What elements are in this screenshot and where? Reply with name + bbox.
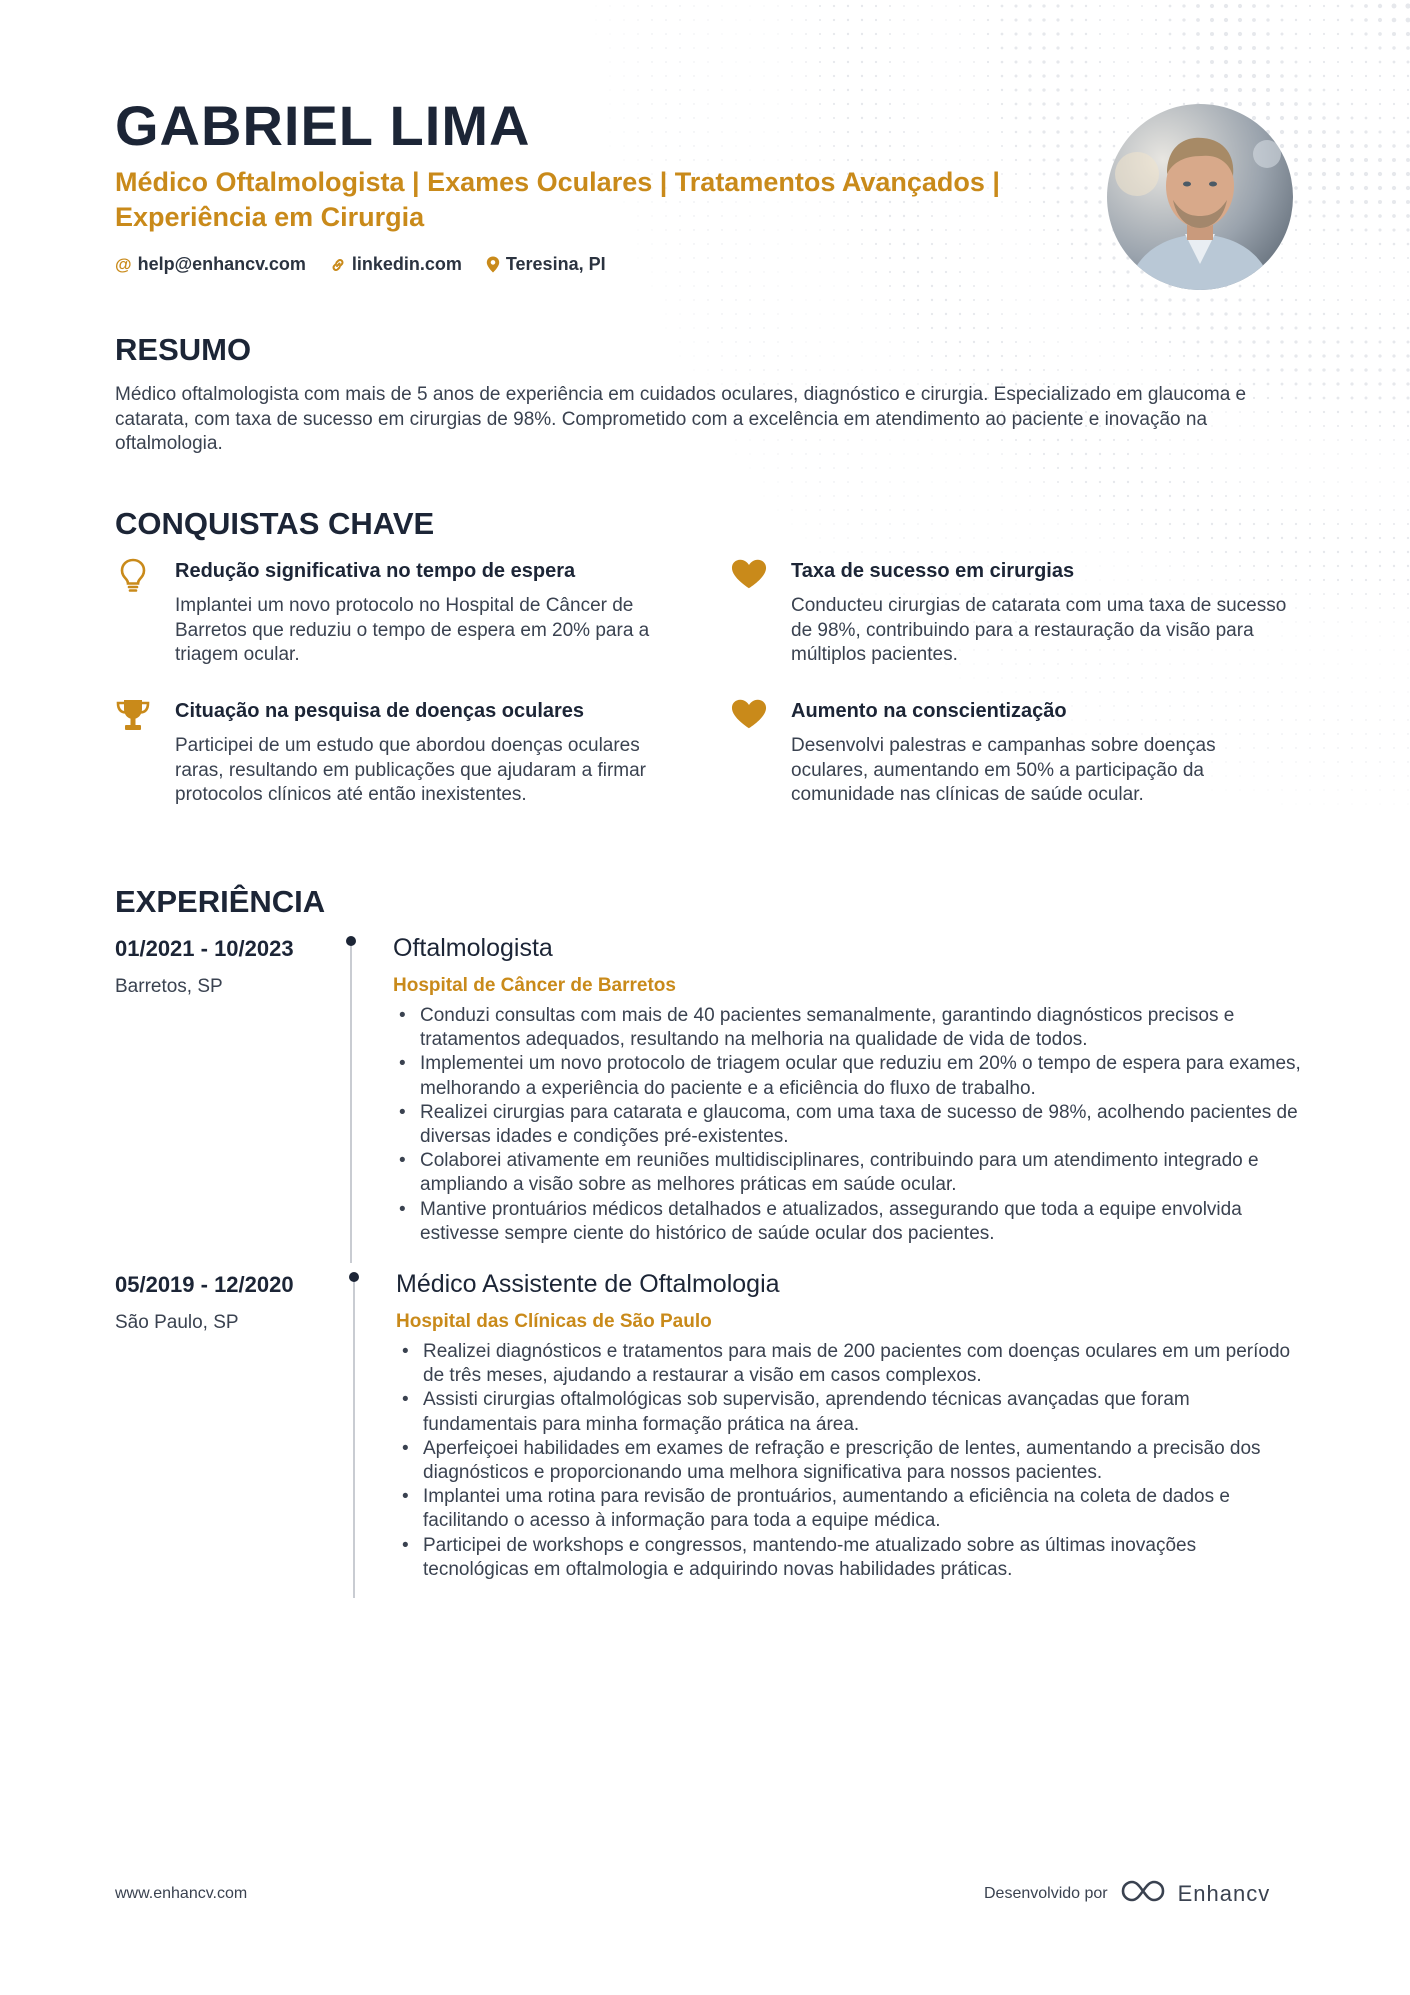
achievement-desc: Implantei um novo protocolo no Hospital de Câncer de Barretos que reduziu o tempo de espera em 20% para a triagem ocular.: [175, 595, 650, 665]
powered-by-label: Desenvolvido por: [984, 1884, 1108, 1902]
job-bullet: • Implantei uma rotina para revisão de prontuários, aumentando a eficiência na coleta de dados e facilitando o acesso à informação para toda a equipe médica.: [396, 1485, 1306, 1533]
job-company: Hospital das Clínicas de São Paulo: [396, 1311, 712, 1332]
enhancv-logo-icon: [1120, 1879, 1166, 1908]
job-bullet: • Conduzi consultas com mais de 40 pacientes semanalmente, garantindo diagnósticos precisos e tratamentos adequados, resultando na melhoria na qualidade de vida de todos.: [393, 1004, 1303, 1052]
achievement-title: Cituação na pesquisa de doenças oculares: [175, 700, 585, 722]
email-text: help@enhancv.com: [137, 254, 306, 274]
job-company: Hospital de Câncer de Barretos: [393, 975, 676, 996]
contact-bar: [115, 254, 606, 275]
at-icon: @: [115, 254, 132, 274]
job-dates: 01/2021 - 10/2023: [115, 936, 294, 961]
contact-email[interactable]: [115, 254, 306, 275]
achievements-title: CONQUISTAS CHAVE: [115, 506, 435, 541]
timeline-dot: [346, 936, 356, 946]
contact-linkedin[interactable]: [330, 254, 462, 275]
heart-icon: [731, 558, 767, 594]
map-pin-icon: [486, 256, 500, 273]
linkedin-text: linkedin.com: [351, 254, 462, 274]
job-bullet: • Implementei um novo protocolo de triagem ocular que reduziu em 20% o tempo de espera para exames, melhorando a experiência do paciente e a eficiência do fluxo de trabalho.: [393, 1052, 1303, 1100]
lightbulb-icon: [115, 558, 151, 594]
job-location: Barretos, SP: [115, 976, 223, 997]
job-bullet: • Participei de workshops e congressos, mantendo-me atualizado sobre as últimas inovações tecnológicas em oftalmologia e adquirindo novas habilidades práticas.: [396, 1534, 1306, 1582]
brand-name: Enhancv: [1177, 1880, 1271, 1906]
footer-brand: [984, 1879, 1270, 1908]
achievement-desc: Participei de um estudo que abordou doenças oculares raras, resultando em publicações que ajudaram a firmar protocolos clínicos até então inexistentes.: [175, 735, 647, 805]
timeline-line: [350, 941, 352, 1263]
heart-icon: [731, 698, 767, 734]
achievement-title: Taxa de sucesso em cirurgias: [791, 560, 1075, 582]
contact-location: [486, 254, 606, 275]
timeline-dot: [349, 1272, 359, 1282]
footer-url[interactable]: www.enhancv.com: [115, 1885, 248, 1902]
trophy-icon: [115, 698, 151, 734]
link-icon: [330, 257, 346, 273]
job-dates: 05/2019 - 12/2020: [115, 1272, 294, 1297]
achievement-title: Redução significativa no tempo de espera: [175, 560, 576, 582]
location-text: Teresina, PI: [505, 254, 606, 274]
summary-text: Médico oftalmologista com mais de 5 anos de experiência em cuidados oculares, diagnóstico e cirurgia. Especializado em glaucoma e catarata, com taxa de sucesso em cirurgias de 98%. Comprometido com a excelência em atendimento ao paciente e inovação na oftalmologia.: [115, 384, 1247, 454]
job-role: Oftalmologista: [393, 934, 553, 962]
job-bullet: • Colaborei ativamente em reuniões multidisciplinares, contribuindo para um atendimento integrado e ampliando a visão sobre as melhores práticas em saúde ocular.: [393, 1149, 1303, 1197]
achievement-desc: Conducteu cirurgias de catarata com uma taxa de sucesso de 98%, contribuindo para a restauração da visão para múltiplos pacientes.: [791, 595, 1287, 665]
job-bullet: • Assisti cirurgias oftalmológicas sob supervisão, aprendendo técnicas avançadas que foram fundamentais para minha formação prática na área.: [396, 1388, 1306, 1436]
achievement-desc: Desenvolvi palestras e campanhas sobre doenças oculares, aumentando em 50% a participação da comunidade nas clínicas de saúde ocular.: [791, 735, 1216, 805]
candidate-name: GABRIEL LIMA: [115, 94, 531, 157]
timeline-line: [353, 1278, 355, 1598]
job-bullet: • Aperfeiçoei habilidades em exames de refração e prescrição de lentes, aumentando a precisão dos diagnósticos e proporcionando uma melhora significativa para nossos pacientes.: [396, 1437, 1306, 1485]
summary-title: RESUMO: [115, 332, 252, 367]
headline: Médico Oftalmologista | Exames Oculares | Tratamentos Avançados | Experiência em Cirurgia: [115, 167, 1000, 232]
job-bullet: • Realizei cirurgias para catarata e glaucoma, com uma taxa de sucesso de 98%, acolhendo pacientes de diversas idades e condições pré-existentes.: [393, 1101, 1303, 1149]
job-bullet: • Mantive prontuários médicos detalhados e atualizados, assegurando que toda a equipe envolvida estivesse sempre ciente do histórico de saúde ocular dos pacientes.: [393, 1198, 1303, 1246]
job-bullets: [393, 1004, 1303, 1246]
job-location: São Paulo, SP: [115, 1312, 239, 1333]
experience-title: EXPERIÊNCIA: [115, 884, 326, 919]
job-bullet: • Realizei diagnósticos e tratamentos para mais de 200 pacientes com doenças oculares em um período de três meses, ajudando a restaurar a visão em casos complexos.: [396, 1340, 1306, 1388]
profile-photo: [1107, 104, 1293, 290]
achievement-title: Aumento na conscientização: [791, 700, 1067, 722]
job-bullets: [396, 1340, 1306, 1582]
job-role: Médico Assistente de Oftalmologia: [396, 1270, 780, 1298]
